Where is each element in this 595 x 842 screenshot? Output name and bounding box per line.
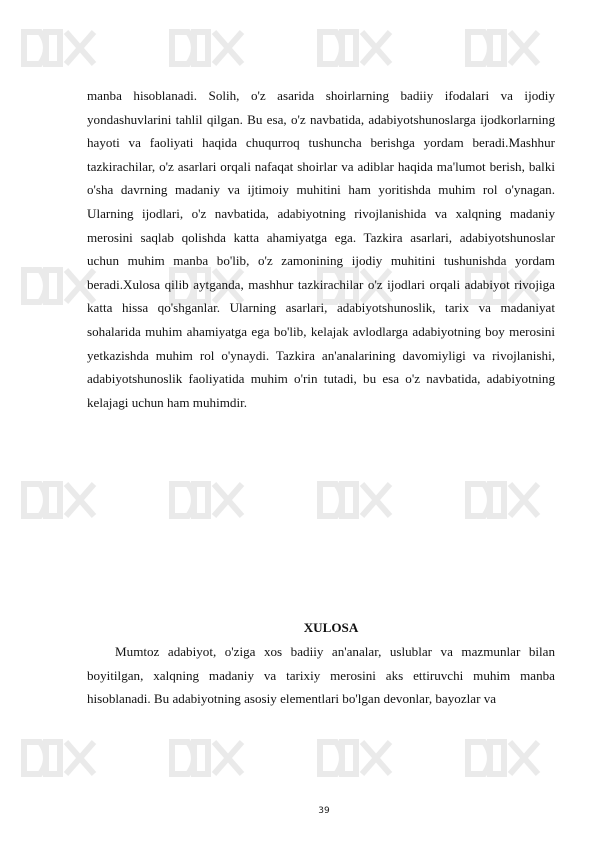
watermark-logo-icon — [464, 26, 542, 70]
body-paragraph-conclusion: Mumtoz adabiyot, o'ziga xos badiiy an'analar, uslublar va mazmunlar bilan boyitilgan, xalqning madaniy va tarixiy merosini aks ettiruvchi muhim manba hisoblanadi. Bu adabiyotning asosiy elementlari bo'lgan devonlar, bayozlar va — [87, 644, 555, 707]
section-heading: XULOSA — [303, 620, 359, 635]
watermark-logo-icon — [20, 478, 98, 522]
watermark-logo-icon — [464, 478, 542, 522]
watermark-logo-icon — [168, 478, 246, 522]
watermark-logo-icon — [20, 736, 98, 780]
watermark-logo-icon — [316, 736, 394, 780]
watermark-logo-icon — [316, 26, 394, 70]
body-paragraph: manba hisoblanadi. Solih, o'z asarida shoirlarning badiiy ifodalari va ijodiy yondashuvlarini tahlil qilgan. Bu esa, o'z navbatida, adabiyotshunoslarga ijodkorlarning hayoti va faoliyati haqida chuqurroq tushuncha berishga yordam beradi.Mashhur tazkirachilar, o'z asarlari orqali nafaqat shoirlar va adiblar haqida ma'lumot berish, balki o'sha davrning madaniy va ijtimoiy muhitini ham yoritishda muhim rol o'ynagan. Ularning ijodlari, o'z navbatida, adabiyotning rivojlanishida va xalqning madaniy merosini saqlab qolishda katta ahamiyatga ega. Tazkira asarlari, adabiyotshunoslar uchun muhim manba bo'lib, o'z zamonining ijodiy muhitini tushunishda yordam beradi.Xulosa qilib aytganda, mashhur tazkirachilar o'z ijodlari orqali adabiyot rivojiga katta hissa qo'shganlar. Ularning asarlari, adabiyotshunoslik, tarix va madaniyat sohalarida muhim ahamiyatga ega bo'lib, kelajak avlodlarga adabiyotning boy merosini yetkazishda muhim rol o'ynaydi. Tazkira an'analarining davomiyligi va rivojlanishi, adabiyotshunoslik faoliyatida muhim o'rin tutadi, bu esa o'z navbatida, adabiyotning kelajagi uchun ham muhimdir. — [87, 88, 555, 410]
watermark-logo-icon — [464, 736, 542, 780]
watermark-logo-icon — [316, 478, 394, 522]
watermark-logo-icon — [168, 736, 246, 780]
page-body — [87, 84, 555, 414]
watermark-logo-icon — [168, 26, 246, 70]
page-number: 39 — [318, 806, 330, 816]
watermark-logo-icon — [20, 26, 98, 70]
